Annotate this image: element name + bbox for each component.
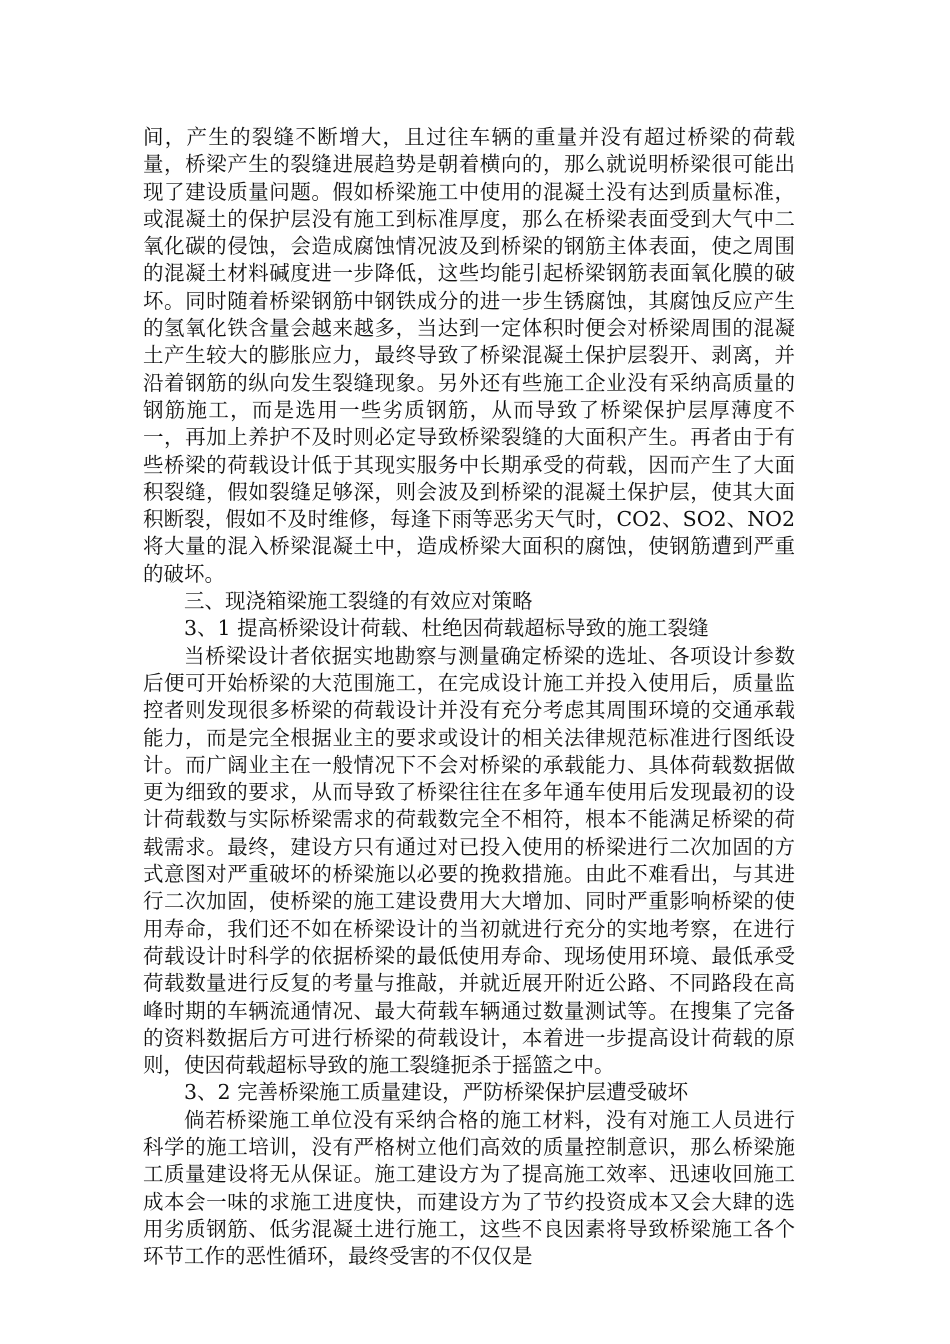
body-paragraph: 倘若桥梁施工单位没有采纳合格的施工材料，没有对施工人员进行科学的施工培训，没有严格树立他们高效的质量控制意识，那么桥梁施工质量建设将无从保证。施工建设方为了提高施工效率、迅速收回施工成本会一味的求施工进度快，而建设方为了节约投资成本又会大肆的选用劣质钢筋、低劣混凝土进行施工，这些不良因素将导致桥梁施工各个环节工作的恶性循环，最终受害的不仅仅是 bbox=[143, 1107, 795, 1269]
section-heading: 三、现浇箱梁施工裂缝的有效应对策略 bbox=[184, 589, 533, 614]
subsection-heading: 3、1 提高桥梁设计荷载、杜绝因荷载超标导致的施工裂缝 bbox=[184, 616, 709, 641]
subsection-heading: 3、2 完善桥梁施工质量建设，严防桥梁保护层遭受破坏 bbox=[184, 1080, 689, 1105]
body-paragraph: 间，产生的裂缝不断增大，且过往车辆的重量并没有超过桥梁的荷载量，桥梁产生的裂缝进展趋势是朝着横向的，那么就说明桥梁很可能出现了建设质量问题。假如桥梁施工中使用的混凝土没有达到质量标准，或混凝土的保护层没有施工到标准厚度，那么在桥梁表面受到大气中二氧化碳的侵蚀，会造成腐蚀情况波及到桥梁的钢筋主体表面，使之周围的混凝土材料碱度进一步降低，这些均能引起桥梁钢筋表面氧化膜的破坏。同时随着桥梁钢筋中钢铁成分的进一步生锈腐蚀，其腐蚀反应产生的氢氧化铁含量会越来越多，当达到一定体积时便会对桥梁周围的混凝土产生较大的膨胀应力，最终导致了桥梁混凝土保护层裂开、剥离，并沿着钢筋的纵向发生裂缝现象。另外还有些施工企业没有采纳高质量的钢筋施工，而是选用一些劣质钢筋，从而导致了桥梁保护层厚薄度不一，再加上养护不及时则必定导致桥梁裂缝的大面积产生。再者由于有些桥梁的荷载设计低于其现实服务中长期承受的荷载，因而产生了大面积裂缝，假如裂缝足够深，则会波及到桥梁的混凝土保护层，使其大面积断裂，假如不及时维修，每逢下雨等恶劣天气时，CO2、SO2、NO2 将大量的混入桥梁混凝土中，造成桥梁大面积的腐蚀，使钢筋遭到严重的破坏。 bbox=[143, 125, 795, 586]
body-paragraph: 当桥梁设计者依据实地勘察与测量确定桥梁的选址、各项设计参数后便可开始桥梁的大范围施工，在完成设计施工并投入使用后，质量监控者则发现很多桥梁的荷载设计并没有充分考虑其周围环境的交通承载能力，而是完全根据业主的要求或设计的相关法律规范标准进行图纸设计。而广阔业主在一般情况下不会对桥梁的承载能力、具体荷载数据做更为细致的要求，从而导致了桥梁往往在多年通车使用后发现最初的设计荷载数与实际桥梁需求的荷载数完全不相符，根本不能满足桥梁的荷载需求。最终，建设方只有通过对已投入使用的桥梁进行二次加固的方式意图对严重破坏的桥梁施以必要的挽救措施。由此不难看出，与其进行二次加固，使桥梁的施工建设费用大大增加、同时严重影响桥梁的使用寿命，我们还不如在桥梁设计的当初就进行充分的实地考察，在进行荷载设计时科学的依据桥梁的最低使用寿命、现场使用环境、最低承受荷载数量进行反复的考量与推敲，并就近展开附近公路、不同路段在高峰时期的车辆流通情况、最大荷载车辆通过数量测试等。在搜集了完备的资料数据后方可进行桥梁的荷载设计，本着进一步提高设计荷载的原则，使因荷载超标导致的施工裂缝扼杀于摇篮之中。 bbox=[143, 643, 795, 1078]
document-page bbox=[143, 124, 795, 1270]
